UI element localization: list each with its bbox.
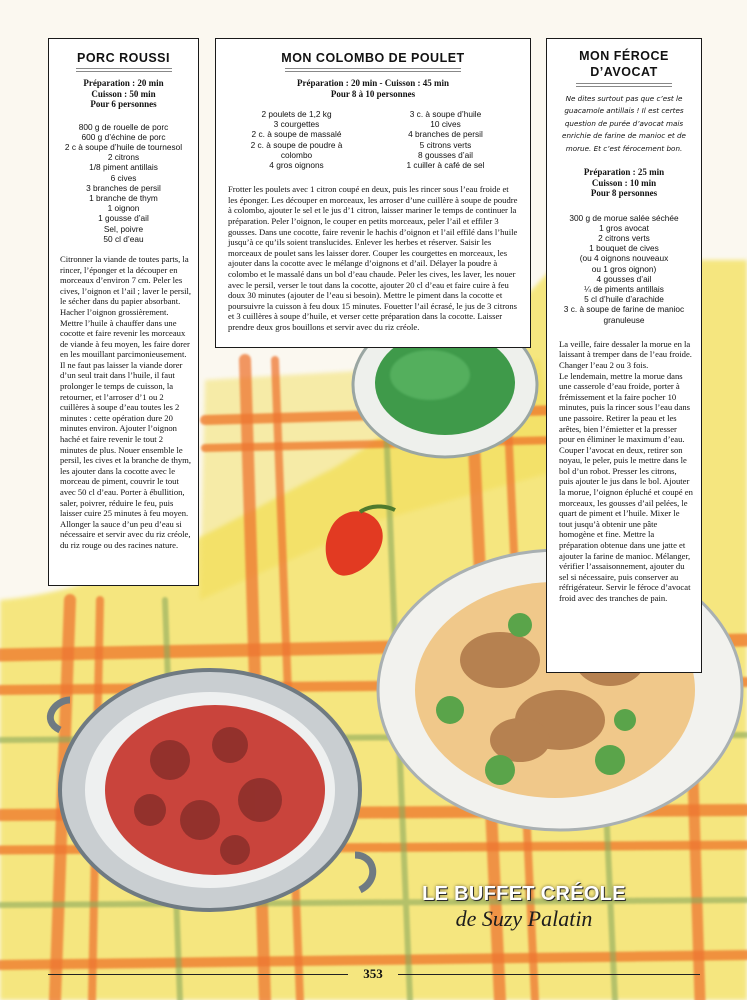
title-line-2: D’AVOCAT [590,65,658,79]
ingredient-list-right [371,109,520,170]
section-author: de Suzy Palatin [455,906,593,931]
prep-cook-time: Préparation : 20 min - Cuisson : 45 min [296,78,449,88]
recipe-title: PORC ROUSSI [76,51,170,65]
instructions-paragraph-1: La veille, faire dessaler la morue en la laissant à tremper dans de l’eau froide. Changer l’eau 2 ou 3 fois. [559,338,692,370]
servings: Pour 6 personnes [90,99,157,109]
servings: Pour 8 à 10 personnes [330,88,416,99]
ingredient-item: 3 branches de persil [86,182,161,193]
ingredient-item: 2 citrons verts [598,232,650,243]
recipe-instructions [228,184,520,332]
ingredient-item: 3 c. à soupe de farine de manioc [563,304,685,315]
footer-rule-right [398,974,700,975]
recipe-tagline: Ne dites surtout pas que c’est le guacamole antillais ! Il est certes question de purée d’avocat mais enrichie de farine de manioc et de morue. Et c’est férocement bon. [562,94,686,153]
page-number: 353 [363,966,383,981]
ingredient-item: 1 bouquet de cives [589,243,659,254]
ingredient-item: 2 poulets de 1,2 kg [261,109,332,119]
recipe-card-colombo [215,38,531,348]
ingredient-item: 2 citrons [107,152,140,163]
ingredient-item: 3 courgettes [273,119,320,130]
recipe-meta [547,167,701,199]
recipe-card-porc-roussi [48,38,199,586]
ingredient-item: ¼ de piments antillais [584,283,664,294]
recipe-instructions [60,254,192,551]
ingredient-item: 4 gousses d’ail [596,273,652,284]
ingredient-item: 8 gousses d’ail [418,149,473,160]
ingredient-item: 1 cuiller à café de sel [406,160,485,171]
ingredient-item: 4 branches de persil [408,129,483,140]
ingredient-item: 3 c. à soupe d’huile [409,109,482,119]
ingredient-item: (ou 4 oignons nouveaux [579,253,669,264]
ingredient-list-left [222,109,371,170]
ingredient-list [547,213,701,325]
recipe-instructions [559,339,693,604]
ingredient-item: 5 cl d’huile d’arachide [584,294,664,305]
servings: Pour 8 personnes [590,188,658,199]
recipe-meta [49,78,198,110]
ingredient-item: 1 branche de thym [89,192,158,203]
ingredient-item: 1 gros avocat [599,222,649,233]
ingredient-item: 800 g de rouelle de porc [78,121,169,132]
instructions-text: Frotter les poulets avec 1 citron coupé en deux, puis les rincer sous l’eau froide et les éponger. Les découper en morceaux, les arroser d’une cuillère à soupe de poudre à colombo, ajouter le sel et le jus d’1 citron, laisser mariner le temps de continuer la préparation. Peler l’oignon, le couper en petits morceaux, peler l’ail et effiler 3 gousses. Dans une cocotte, faire revenir le hachis d’oignon et l’ail effilé dans l’huile jusqu’à ce qu’ils soient translucides. Enlever les herbes et réserver. Saisir les morceaux de poulet sans les laisser dorer. Couper les courgettes en morceaux, les ajouter dans la cocotte avec le mélange d’oignons et d’ail. Délayer la poudre à colombo et le massalé dans un bol d’eau chaude. Peler les cives, les laver, les nouer avec le persil, verser le tout dans la cocotte, ajouter 20 cl d’eau et faire cuire à feu doux 30 minutes (ajouter de l’eau si besoin). Mettre le piment dans la cocotte et poursuivre la cuisson à feu doux 15 minutes. Fouetter l’ail écrasé, le jus de 3 citrons et 3 cuillères à soupe d’huile, et verser cette préparation dans la cocotte. Laisser prendre deux gros bouillons et servir avec du riz créole. [228,184,518,332]
ingredient-item: 2 c. à soupe de massalé [251,129,342,140]
cook-time: Cuisson : 10 min [591,177,657,188]
ingredient-item: 4 gros oignons [269,160,324,171]
ingredient-item: 1 oignon [107,203,140,214]
title-underline [285,68,461,72]
ingredient-item: ou 1 gros oignon) [591,263,657,274]
recipe-title [547,48,701,80]
title-underline [76,68,172,72]
section-title: LE BUFFET CRÉOLE [422,883,626,905]
ingredient-item: 300 g de morue salée séchée [569,212,679,223]
ingredient-item: colombo [280,149,313,160]
title-line-1: MON FÉROCE [579,49,669,63]
instructions-paragraph-2: Le lendemain, mettre la morue dans une casserole d’eau froide, porter à frémissement et la faire pocher 10 minutes, puis la rincer sous l’eau dans une passoire. Retirer la peau et les arêtes, bien l’émietter et la presser pour en éliminer le maximum d’eau. Couper l’avocat en deux, retirer son noyau, le peler, puis le mettre dans le bol d’un robot. Presser les citrons, puis ajouter le jus dans le bol. Ajouter la morue, l’oignon épluché et coupé en morceaux, les gousses d’ail pelées, le quart de piment et l’huile. Mixer le tout jusqu’à obtenir une pâte homogène et fine. Mettre la préparation obtenue dans une jatte et ajouter la farine de manioc. Mélanger, vérifier l’assaisonnement, ajouter du sel si nécessaire, puis conserver au réfrigérateur. Servir le féroce d’avocat froid avec des tranches de pain. [559,370,693,604]
ingredient-item: 5 citrons verts [419,139,472,150]
prep-time: Préparation : 25 min [583,167,665,178]
ingredient-item: 2 c. à soupe de poudre à [250,139,343,150]
cook-time: Cuisson : 50 min [91,88,156,99]
footer-rule-left [48,974,348,975]
ingredient-item: 1 gousse d’ail [98,213,149,224]
ingredient-item: 10 cives [430,119,461,130]
recipe-title: MON COLOMBO DE POULET [281,51,465,65]
ingredient-item: 2 c à soupe d’huile de tournesol [64,141,183,152]
ingredient-list [49,122,198,244]
recipe-meta [216,78,530,99]
ingredient-item: Sel, poivre [103,223,144,234]
ingredient-columns [222,109,520,170]
recipe-card-feroce-avocat [546,38,702,673]
ingredient-item: 1/8 piment antillais [89,162,158,173]
ingredient-item: 50 cl d’eau [103,233,144,244]
instructions-text: Citronner la viande de toutes parts, la rincer, l’éponger et la découper en morceaux d’environ 7 cm. Peler les cives, l’oignon et l’ail ; laver le persil, le sécher dans du papier absorbant. Hacher l’oignon grossièrement. Mettre l’huile à chauffer dans une cocotte et faire revenir les morceaux de viande à feu moyen, les faire dorer en les mouillant parcimonieusement. Il ne faut pas laisser la viande dorer d’un seul trait dans l’huile, il faut prolonger le temps de cuisson, la retourner, et l’arroser d’1 ou 2 cuillères à soupe d’eau toutes les 2 minutes : cette opération dure 20 minutes environ. Ajouter l’oignon haché et faire revenir le tout 2 minutes de plus. Nouer ensemble le persil, les cives et la branche de thym, les ajouter dans la cocotte avec le morceau de piment, couvrir le tout avec 50 cl d’eau. Porter à ébullition, saler, poivrer, réduire le feu, puis laisser cuire 25 minutes à feu moyen. Allonger la sauce d’un peu d’eau si nécessaire et servir avec du riz créole, du riz rouge ou des racines nature. [60,253,192,550]
prep-time: Préparation : 20 min [83,78,164,88]
ingredient-item: 6 cives [110,172,137,183]
ingredient-item: granuleuse [603,314,645,325]
ingredient-item: 600 g d’échine de porc [81,131,166,142]
title-underline [576,83,672,87]
